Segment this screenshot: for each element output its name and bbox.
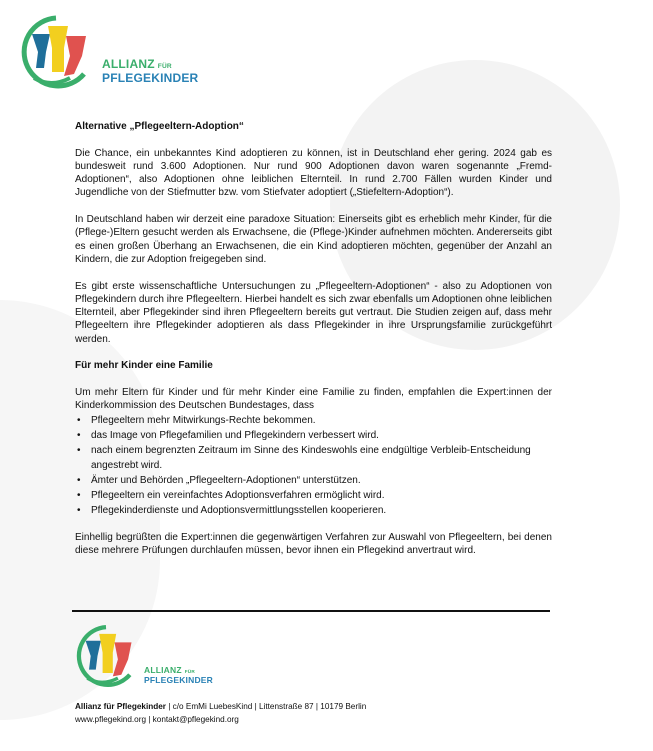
footer-contact xyxy=(75,700,555,726)
footer-links: www.pflegekind.org | kontakt@pflegekind.org xyxy=(75,715,239,724)
list-item: • Pflegeeltern mehr Mitwirkungs-Rechte bekommen. xyxy=(75,413,552,428)
section-intro: Um mehr Eltern für Kinder und für mehr Kinder eine Familie zu finden, empfahlen die Expert:innen der Kinderkommission des Deutschen Bundestages, dass xyxy=(75,386,552,412)
list-item: • Pflegekinderdienste und Adoptionsvermittlungsstellen kooperieren. xyxy=(75,503,552,518)
document-title: Alternative „Pflegeeltern-Adoption“ xyxy=(75,121,244,132)
logo-line1: ALLIANZ xyxy=(144,665,182,676)
header-logo xyxy=(16,12,198,92)
list-item: • nach einem begrenzten Zeitraum im Sinne des Kindeswohls eine endgültige Verbleib-Entscheidung angestrebt wird. xyxy=(75,443,552,473)
footer-address: | c/o EmMi LuebesKind | Littenstraße 87 | 10179 Berlin xyxy=(166,702,367,711)
list-item: • das Image von Pflegefamilien und Pflegekindern verbessert wird. xyxy=(75,428,552,443)
footer-logo xyxy=(72,622,213,690)
logo-line1: ALLIANZ xyxy=(102,57,155,72)
paragraph: Die Chance, ein unbekanntes Kind adoptieren zu können, ist in Deutschland eher gering. 2024 gab es bundesweit rund 3.600 Adoptionen. Nur rund 900 Adoptionen davon waren sogenannte „Fremd-Adoptionen“, also Adoptionen ohne leiblichen Elternteil. In rund 2.700 Fällen wurden Kinder und Jugendliche von der Stiefmutter bzw. vom Stiefvater adoptiert („Stiefeltern-Adoption“). xyxy=(75,147,552,199)
logo-line2: PFLEGEKINDER xyxy=(102,71,199,86)
footer-divider xyxy=(72,610,550,612)
family-logo-icon xyxy=(72,622,140,690)
list-item: • Pflegeeltern ein vereinfachtes Adoptionsverfahren ermöglicht wird. xyxy=(75,488,552,503)
recommendation-list xyxy=(75,413,552,518)
family-logo-icon xyxy=(16,12,96,92)
logo-text xyxy=(144,666,213,686)
logo-line1-small: FÜR xyxy=(157,63,172,71)
closing-paragraph: Einhellig begrüßten die Expert:innen die gegenwärtigen Verfahren zur Auswahl von Pflegeeltern, bei denen diese mehrere Prüfungen durchlaufen müssen, bevor ihnen ein Pflegekind anvertraut wird. xyxy=(75,531,552,557)
paragraph: In Deutschland haben wir derzeit eine paradoxe Situation: Einerseits gibt es erheblich mehr Kinder, für die (Pflege-)Eltern gesucht werden als Erwachsene, die (Pflege-)Kinder aufnehmen möchten. Andererseits gibt es einen großen Überhang an Erwachsenen, die ein Kind adoptieren möchten, gegenüber der Anzahl an Kindern, die zur Adoption freigegeben sind. xyxy=(75,214,552,265)
list-item: • Ämter und Behörden „Pflegeeltern-Adoptionen“ unterstützen. xyxy=(75,473,552,488)
footer-org: Allianz für Pflegekinder xyxy=(75,702,166,711)
logo-line1-small: FÜR xyxy=(184,669,195,675)
document-body xyxy=(75,120,552,571)
logo-text xyxy=(102,58,198,86)
section-heading: Für mehr Kinder eine Familie xyxy=(75,360,213,372)
paragraph: Es gibt erste wissenschaftliche Untersuchungen zu „Pflegeeltern-Adoptionen“ - also zu Adoptionen von Pflegekindern durch ihre Pflegeeltern. Hierbei handelt es sich zwar ebenfalls um Adoptionen ohne leiblichen Elternteil, aber Pflegekinder sind ihren Pflegeeltern bereits gut vertraut. Die Studien zeigen auf, dass mehr Pflegeeltern ihre Pflegekinder adoptieren als dass Pflegekinder in ihre Ursprungsfamilie zurückgeführt werden. xyxy=(75,280,552,345)
logo-line2: PFLEGEKINDER xyxy=(144,675,213,686)
